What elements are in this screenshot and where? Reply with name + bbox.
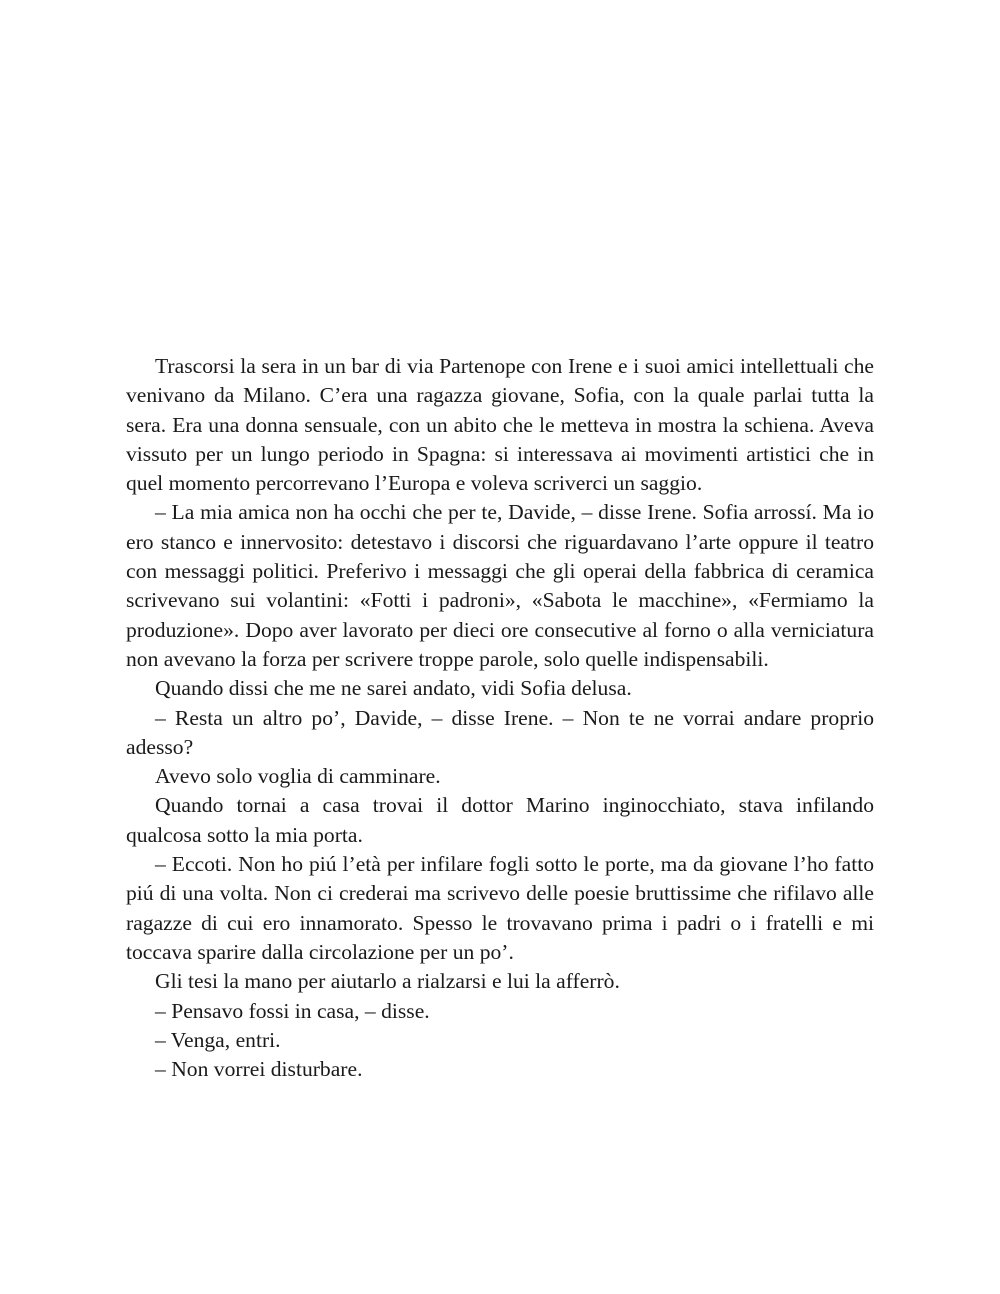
book-page-text: [126, 352, 874, 1084]
paragraph: – Resta un altro po’, Davide, – disse Irene. – Non te ne vorrai andare proprio adesso?: [126, 705, 874, 759]
paragraph: Trascorsi la sera in un bar di via Partenope con Irene e i suoi amici intellettuali che venivano da Milano. C’era una ragazza giovane, Sofia, con la quale parlai tutta la sera. Era una donna sensuale, con un abito che le metteva in mostra la schiena. Aveva vissuto per un lungo periodo in Spagna: si interessava ai movimenti artistici che in quel momento percorrevano l’Europa e voleva scriverci un saggio.: [126, 354, 874, 496]
paragraph: Gli tesi la mano per aiutarlo a rialzarsi e lui la afferrò.: [155, 969, 620, 994]
paragraph: Avevo solo voglia di camminare.: [155, 764, 441, 789]
paragraph: – La mia amica non ha occhi che per te, Davide, – disse Irene. Sofia arrossí. Ma io ero stanco e innervosito: detestavo i discorsi che riguardavano l’arte oppure il teatro con messaggi politici. Preferivo i messaggi che gli operai della fabbrica di ceramica scrivevano sui volantini: «Fotti i padroni», «Sabota le macchine», «Fermiamo la produzione». Dopo aver lavorato per dieci ore consecutive al forno o alla verniciatura non avevano la forza per scrivere troppe parole, solo quelle indispensabili.: [126, 500, 874, 671]
paragraph: Quando dissi che me ne sarei andato, vidi Sofia delusa.: [155, 676, 632, 701]
paragraph: – Non vorrei disturbare.: [155, 1057, 363, 1082]
paragraph: – Eccoti. Non ho piú l’età per infilare fogli sotto le porte, ma da giovane l’ho fatto piú di una volta. Non ci crederai ma scrivevo delle poesie bruttissime che rifilavo alle ragazze di cui ero innamorato. Spesso le trovavano prima i padri o i fratelli e mi toccava sparire dalla circolazione per un po’.: [126, 852, 874, 964]
paragraph: – Pensavo fossi in casa, – disse.: [155, 998, 430, 1023]
paragraph: – Venga, entri.: [155, 1027, 281, 1052]
paragraph: Quando tornai a casa trovai il dottor Marino inginocchiato, stava infilando qualcosa sotto la mia porta.: [126, 793, 874, 847]
